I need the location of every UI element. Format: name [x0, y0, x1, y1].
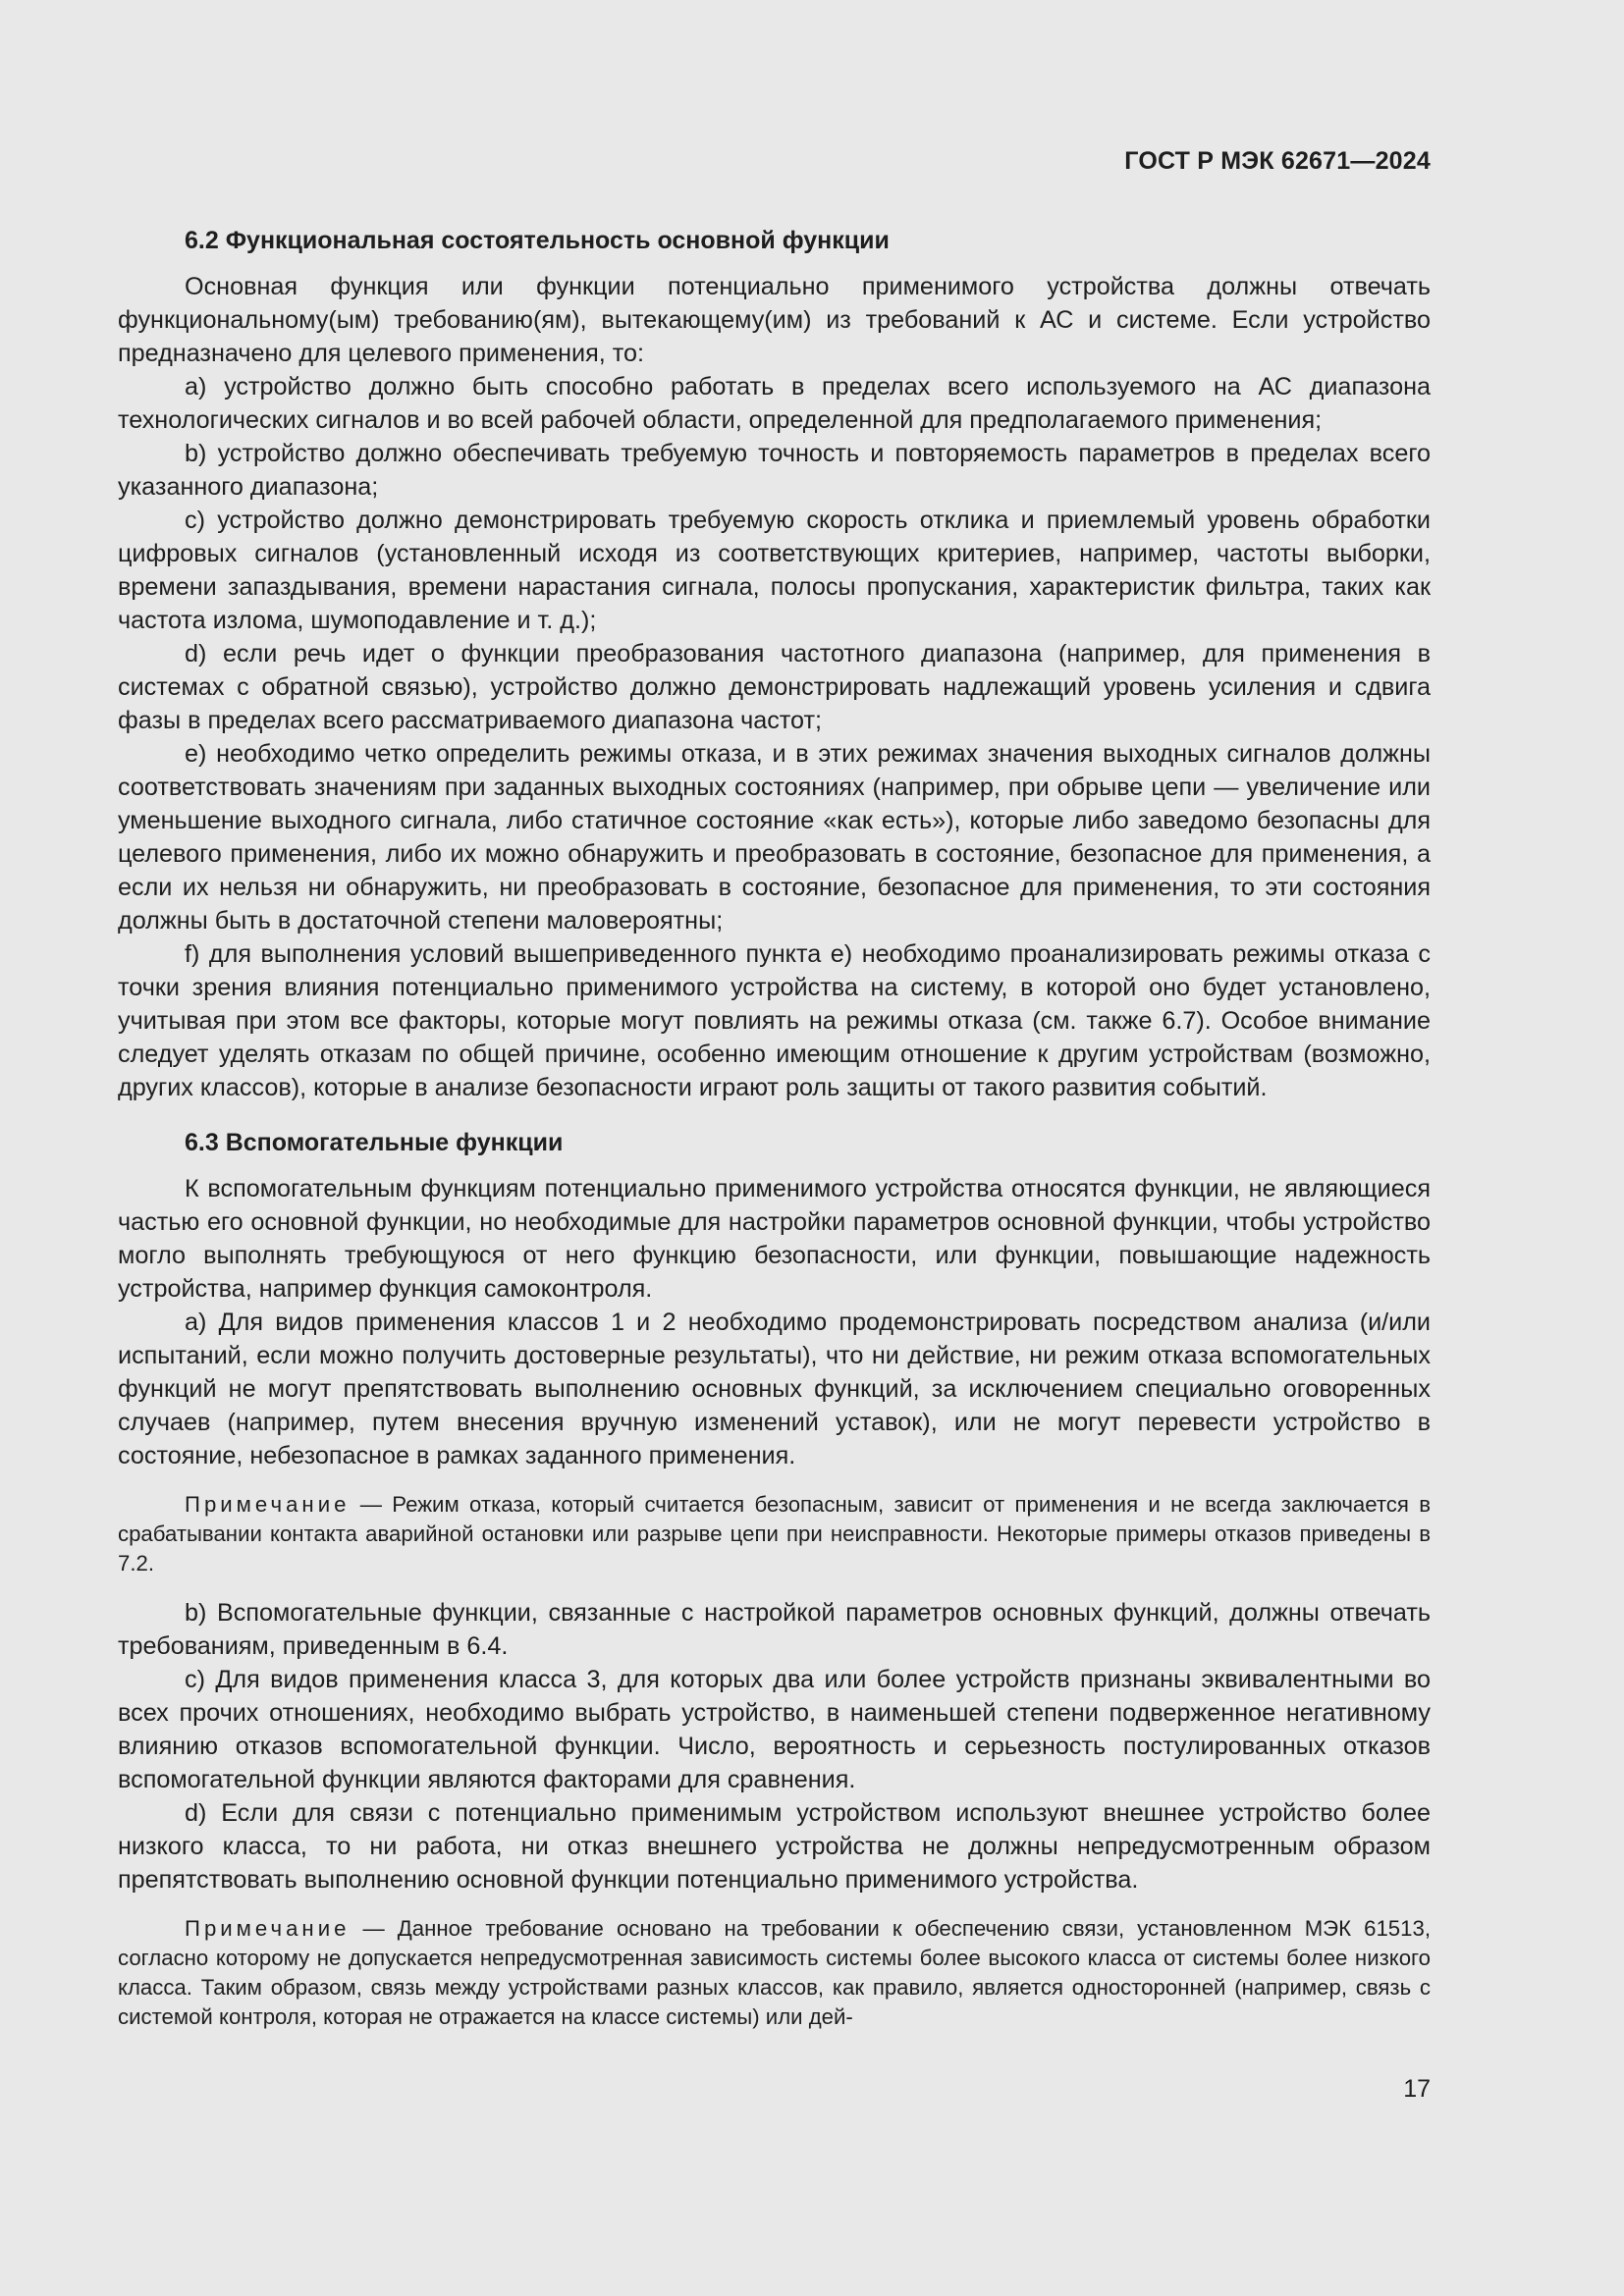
list-item-6-3-b: b) Вспомогательные функции, связанные с настройкой параметров основных функций, должны отвечать требованиям, приведенным в 6.4. [118, 1599, 1431, 1660]
note-1 [118, 1490, 1431, 1578]
list-item-6-2-f: f) для выполнения условий вышеприведенного пункта e) необходимо проанализировать режимы отказа с точки зрения влияния потенциально применимого устройства на систему, в которой оно будет установлено, учитывая при этом все факторы, которые могут повлиять на режимы отказа (см. также 6.7). Особое внимание следует уделять отказам по общей причине, особенно имеющим отношение к другим устройствам (возможно, других классов), которые в анализе безопасности играют роль защиты от такого развития событий. [118, 940, 1431, 1101]
list-item-6-3-a: a) Для видов применения классов 1 и 2 необходимо продемонстрировать посредством анализа (и/или испытаний, если можно получить достоверные результаты), что ни действие, ни режим отказа вспомогательных функций не могут препятствовать выполнению основных функций, за исключением специально оговоренных случаев (например, путем внесения вручную изменений уставок), или не могут перевести устройство в состояние, небезопасное в рамках заданного применения. [118, 1308, 1431, 1469]
section-heading-6-3: 6.3 Вспомогательные функции [185, 1129, 564, 1156]
note-2-label: Примечание [185, 1916, 351, 1941]
document-page [118, 0, 1431, 2296]
list-item-6-2-a: a) устройство должно быть способно работать в пределах всего используемого на АС диапазона технологических сигналов и во всей рабочей области, определенной для предполагаемого применения; [118, 373, 1431, 434]
list-item-6-2-c: c) устройство должно демонстрировать требуемую скорость отклика и приемлемый уровень обработки цифровых сигналов (установленный исходя из соответствующих критериев, например, частоты выборки, времени запаздывания, времени нарастания сигнала, полосы пропускания, характеристик фильтра, таких как частота излома, шумоподавление и т. д.); [118, 507, 1431, 634]
paragraph-6-2-intro: Основная функция или функции потенциально применимого устройства должны отвечать функциональному(ым) требованию(ям), вытекающему(им) из требований к АС и системе. Если устройство предназначено для целевого применения, то: [118, 273, 1431, 367]
note-2-text: — Данное требование основано на требовании к обеспечению связи, установленном МЭК 61513, согласно которому не допускается непредусмотренная зависимость системы более высокого класса от системы более низкого класса. Таким образом, связь между устройствами разных классов, как правило, является односторонней (например, связь с системой контроля, которая не отражается на классе системы) или дей- [118, 1916, 1431, 2029]
list-item-6-2-e: e) необходимо четко определить режимы отказа, и в этих режимах значения выходных сигналов должны соответствовать значениям при заданных выходных состояниях (например, при обрыве цепи — увеличение или уменьшение выходного сигнала, либо статичное состояние «как есть»), которые либо заведомо безопасны для целевого применения, либо их можно обнаружить и преобразовать в состояние, безопасное для применения, а если их нельзя ни обнаружить, ни преобразовать в состояние, безопасное для применения, то эти состояния должны быть в достаточной степени маловероятны; [118, 740, 1431, 934]
page-number: 17 [1403, 2075, 1431, 2103]
paragraph-6-3-intro: К вспомогательным функциям потенциально применимого устройства относятся функции, не являющиеся частью его основной функции, но необходимые для настройки параметров основной функции, чтобы устройство могло выполнять требующуюся от него функцию безопасности, или функции, повышающие надежность устройства, например функция самоконтроля. [118, 1175, 1431, 1303]
list-item-6-3-d: d) Если для связи с потенциально применимым устройством используют внешнее устройство более низкого класса, то ни работа, ни отказ внешнего устройства не должны непредусмотренным образом препятствовать выполнению основной функции потенциально применимого устройства. [118, 1799, 1431, 1894]
list-item-6-3-c: c) Для видов применения класса 3, для которых два или более устройств признаны эквивалентными во всех прочих отношениях, необходимо выбрать устройство, в наименьшей степени подверженное негативному влиянию отказов вспомогательной функции. Число, вероятность и серьезность постулированных отказов вспомогательной функции являются факторами для сравнения. [118, 1666, 1431, 1793]
list-item-6-2-b: b) устройство должно обеспечивать требуемую точность и повторяемость параметров в пределах всего указанного диапазона; [118, 440, 1431, 501]
document-body [118, 224, 1431, 2050]
section-heading-6-2: 6.2 Функциональная состоятельность основной функции [185, 227, 890, 254]
note-1-label: Примечание [185, 1492, 351, 1517]
standard-header: ГОСТ Р МЭК 62671—2024 [1124, 147, 1431, 175]
note-2 [118, 1914, 1431, 2032]
note-1-text: — Режим отказа, который считается безопасным, зависит от применения и не всегда заключается в срабатывании контакта аварийной остановки или разрыве цепи при неисправности. Некоторые примеры отказов приведены в 7.2. [118, 1492, 1431, 1575]
list-item-6-2-d: d) если речь идет о функции преобразования частотного диапазона (например, для применения в системах с обратной связью), устройство должно демонстрировать надлежащий уровень усиления и сдвига фазы в пределах всего рассматриваемого диапазона частот; [118, 640, 1431, 734]
